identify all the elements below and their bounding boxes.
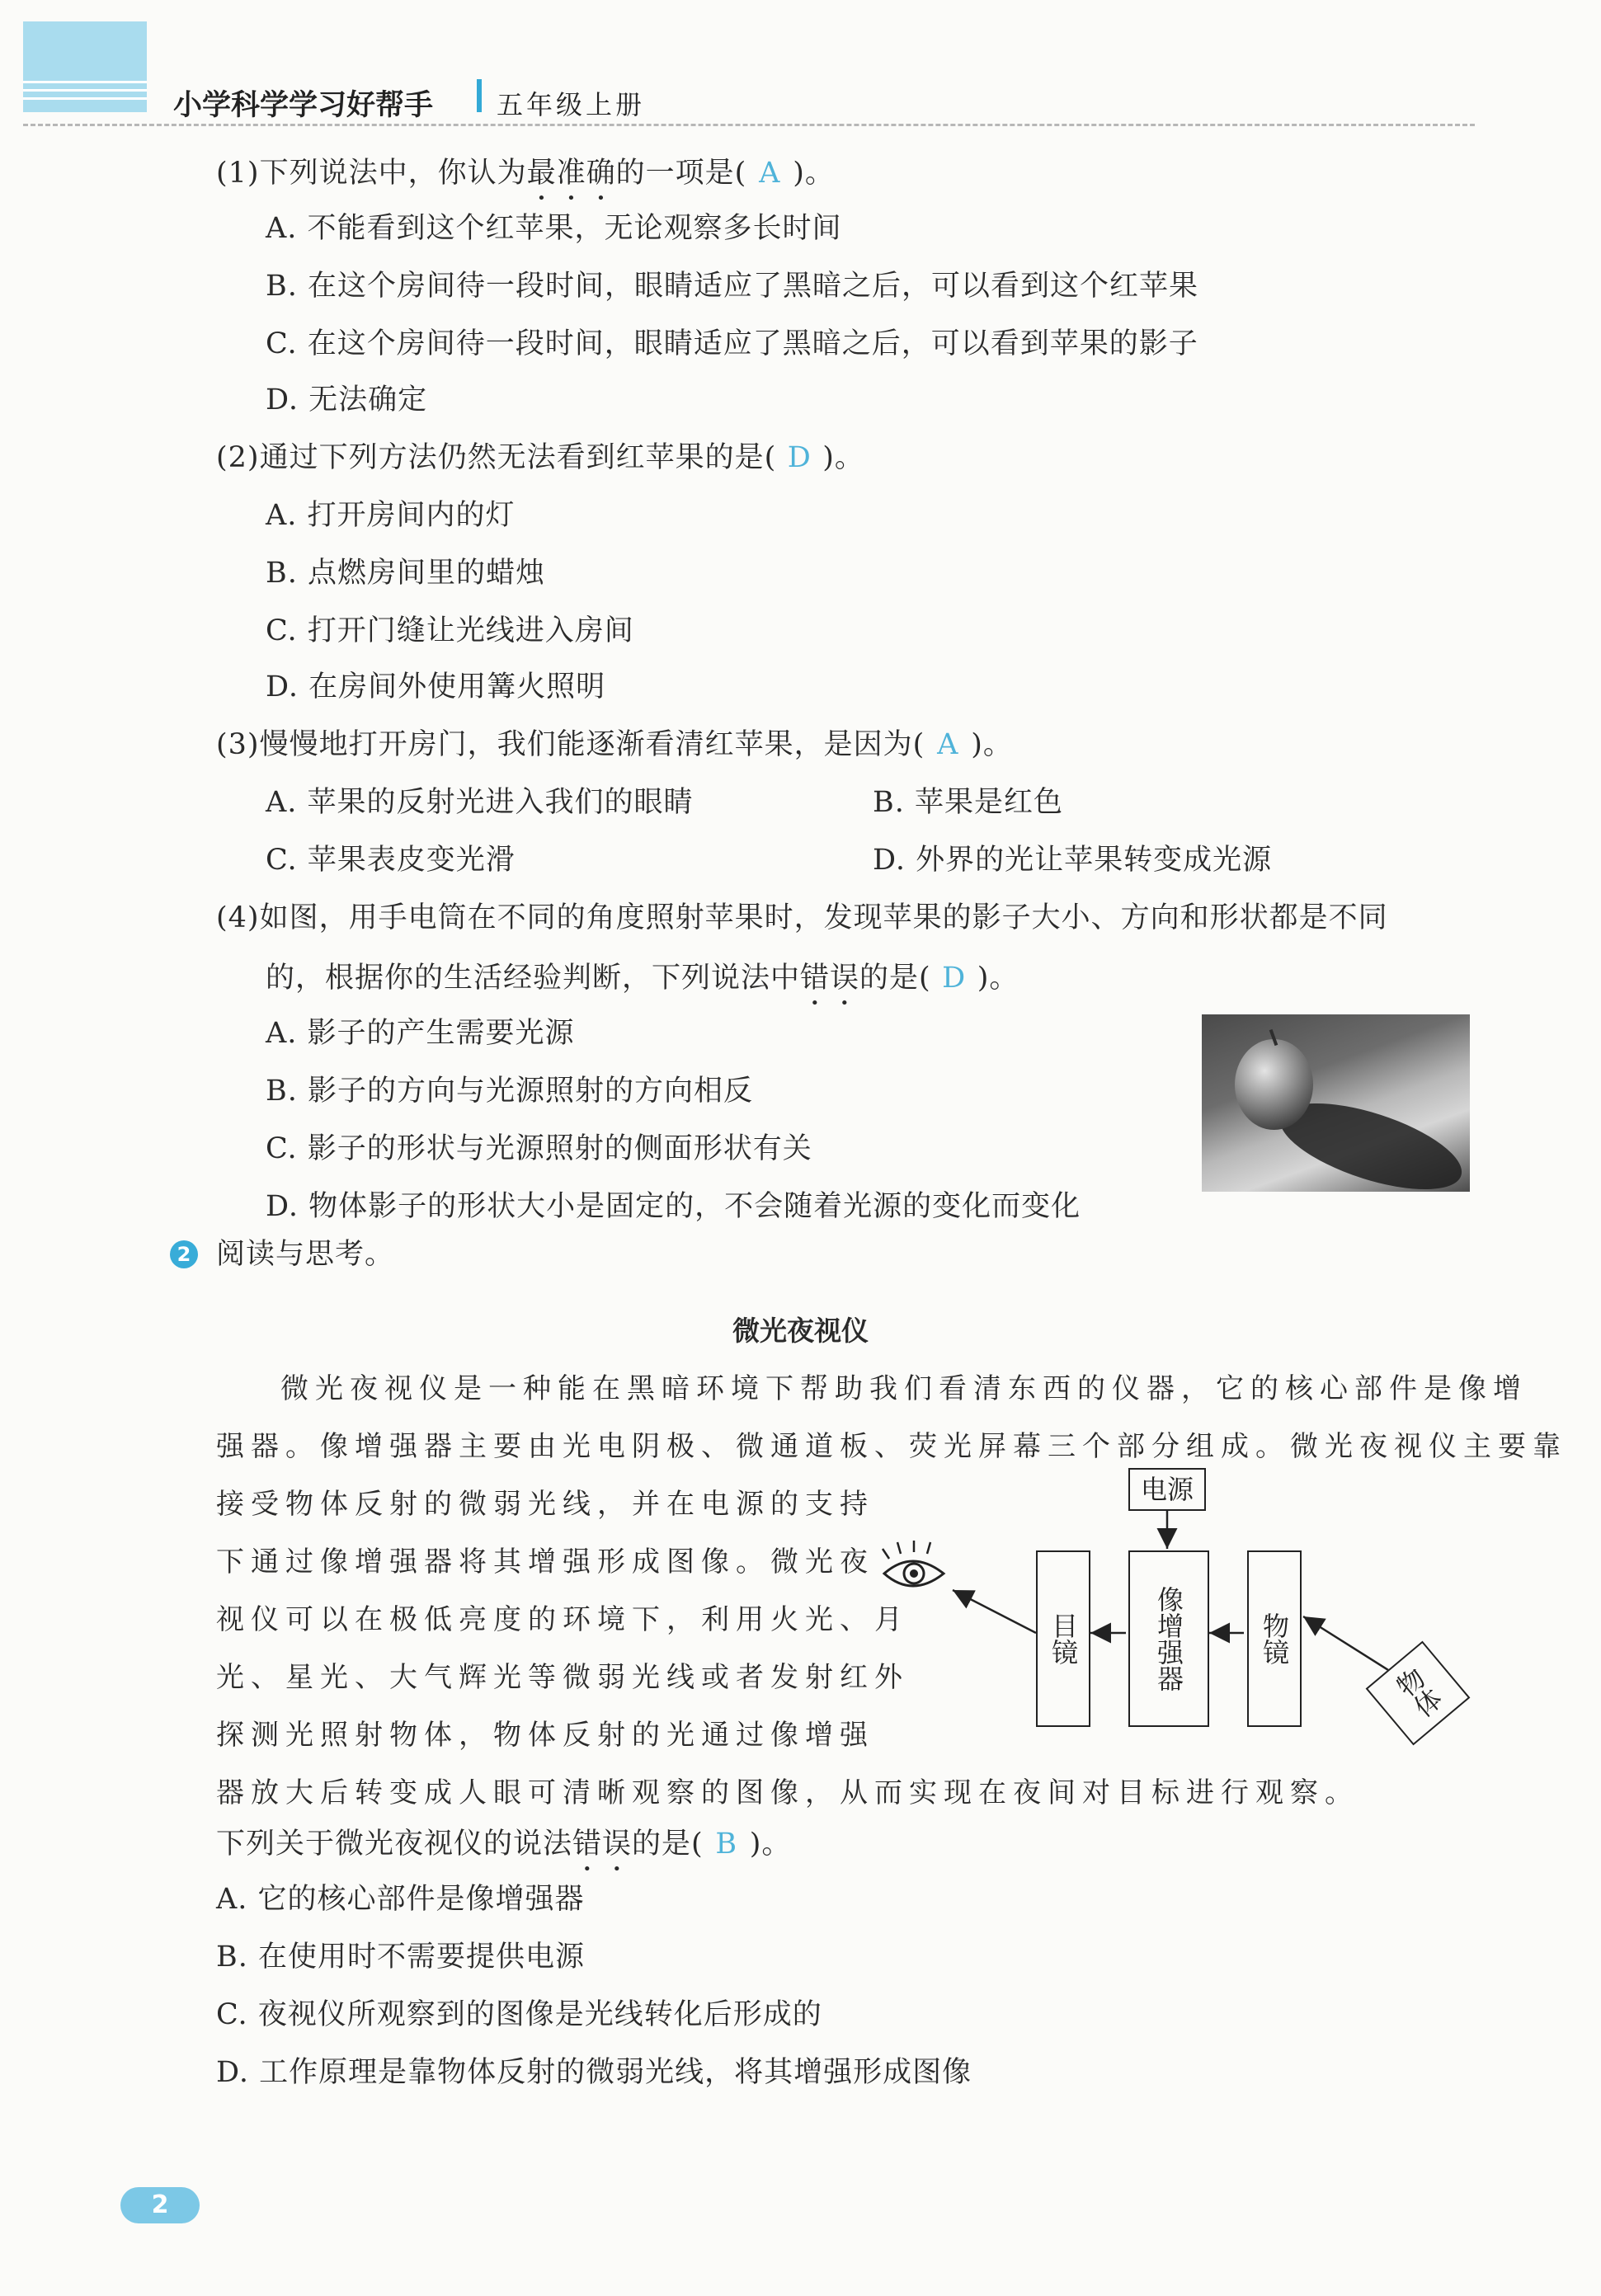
article-title: 微光夜视仪: [732, 1315, 869, 1347]
option-q5-a: A. 它的核心部件是像增强器: [216, 1883, 585, 1916]
page-number: 2: [120, 2187, 200, 2223]
book-title: 小学科学学习好帮手: [173, 89, 434, 122]
question-3-stem: (3)慢慢地打开房门，我们能逐渐看清红苹果，是因为( A )。: [216, 728, 1013, 761]
article-line: 光、星光、大气辉光等微弱光线或者发射红外: [216, 1661, 909, 1694]
option-q2-a: A. 打开房间内的灯: [266, 499, 516, 532]
night-vision-diagram: [874, 1468, 1476, 1740]
question-1-stem: (1)下列说法中，你认为最准确的一项是( A )。: [216, 157, 835, 190]
section-number-badge: 2: [170, 1240, 198, 1268]
image-intensifier-box: 像增强器: [1128, 1550, 1209, 1727]
section-2-title: 阅读与思考。: [216, 1238, 395, 1271]
question-5-stem: 下列关于微光夜视仪的说法错误的是( B )。: [216, 1828, 792, 1861]
option-q1-a: A. 不能看到这个红苹果，无论观察多长时间: [266, 212, 842, 245]
question-4-stem-line2: 的，根据你的生活经验判断，下列说法中错误的是( D )。: [266, 962, 1019, 995]
eye-icon: [883, 1541, 944, 1586]
answer-q2: D: [787, 441, 812, 474]
apple-shadow-photo: [1202, 1014, 1470, 1192]
article-line: 探测光照射物体，物体反射的光通过像增强: [216, 1719, 874, 1752]
option-q4-d: D. 物体影子的形状大小是固定的，不会随着光源的变化而变化: [266, 1190, 1081, 1223]
article-line: 下通过像增强器将其增强形成图像。微光夜: [216, 1546, 874, 1578]
option-q3-d: D. 外界的光让苹果转变成光源: [873, 844, 1273, 877]
header-divider: [477, 79, 482, 112]
answer-q4: D: [942, 962, 967, 995]
option-q3-c: C. 苹果表皮变光滑: [266, 844, 516, 877]
option-q3-b: B. 苹果是红色: [873, 786, 1063, 819]
article-line: 接受物体反射的微弱光线，并在电源的支持: [216, 1488, 874, 1521]
power-box: 电源: [1128, 1468, 1206, 1511]
question-4-stem-line1: (4)如图，用手电筒在不同的角度照射苹果时，发现苹果的影子大小、方向和形状都是不同: [216, 901, 1388, 934]
option-q4-b: B. 影子的方向与光源照射的方向相反: [266, 1075, 753, 1108]
answer-q5: B: [715, 1828, 738, 1861]
emphasis-text: 错误: [800, 962, 860, 995]
option-q2-c: C. 打开门缝让光线进入房间: [266, 614, 634, 647]
book-grade: 五年级上册: [497, 89, 646, 120]
header-decoration: [23, 21, 147, 112]
answer-q3: A: [937, 728, 959, 761]
emphasis-text: 错误: [572, 1828, 633, 1861]
article-line: 强器。像增强器主要由光电阴极、微通道板、荧光屏幕三个部分组成。微光夜视仪主要靠: [216, 1430, 1567, 1463]
article-line: 器放大后转变成人眼可清晰观察的图像，从而实现在夜间对目标进行观察。: [216, 1776, 1359, 1809]
option-q5-d: D. 工作原理是靠物体反射的微弱光线，将其增强形成图像: [216, 2056, 972, 2089]
object-box: 物体: [1366, 1641, 1471, 1746]
header-rule: [23, 124, 1475, 126]
option-q2-b: B. 点燃房间里的蜡烛: [266, 557, 545, 590]
option-q3-a: A. 苹果的反射光进入我们的眼睛: [266, 786, 694, 819]
question-2-stem: (2)通过下列方法仍然无法看到红苹果的是( D )。: [216, 441, 864, 474]
option-q1-b: B. 在这个房间待一段时间，眼睛适应了黑暗之后，可以看到这个红苹果: [266, 270, 1198, 303]
option-q1-c: C. 在这个房间待一段时间，眼睛适应了黑暗之后，可以看到苹果的影子: [266, 327, 1198, 360]
objective-box: 物镜: [1247, 1550, 1302, 1727]
option-q2-d: D. 在房间外使用篝火照明: [266, 670, 606, 703]
option-q5-c: C. 夜视仪所观察到的图像是光线转化后形成的: [216, 1998, 822, 2031]
article-line: 视仪可以在极低亮度的环境下，利用火光、月: [216, 1603, 909, 1636]
eyepiece-box: 目镜: [1036, 1550, 1090, 1727]
answer-q1: A: [759, 157, 781, 190]
option-q4-c: C. 影子的形状与光源照射的侧面形状有关: [266, 1132, 812, 1165]
article-line: 微光夜视仪是一种能在黑暗环境下帮助我们看清东西的仪器，它的核心部件是像增: [280, 1372, 1528, 1405]
option-q5-b: B. 在使用时不需要提供电源: [216, 1941, 585, 1974]
option-q4-a: A. 影子的产生需要光源: [266, 1017, 575, 1050]
option-q1-d: D. 无法确定: [266, 383, 428, 416]
emphasis-text: 最准确: [526, 157, 616, 190]
